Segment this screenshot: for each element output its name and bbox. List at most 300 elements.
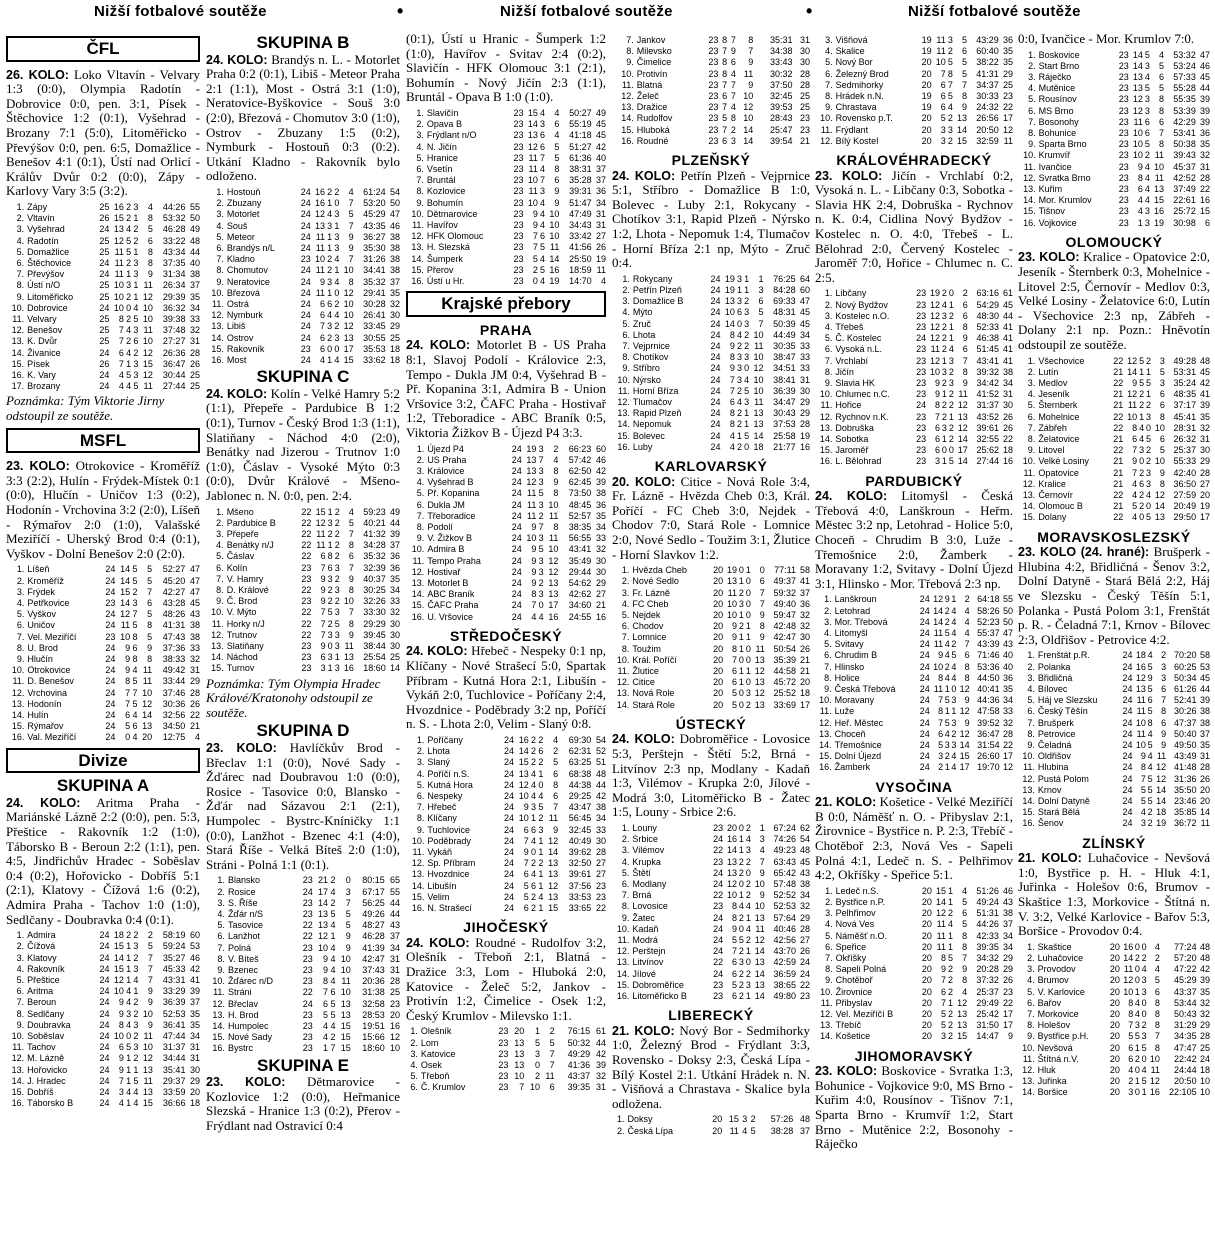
rank-cell: 6. <box>621 621 630 632</box>
rank-cell: 5. <box>825 57 833 68</box>
rank-cell: 6. <box>621 879 630 889</box>
stat-cell: 5 <box>961 68 967 79</box>
table-row <box>406 869 606 880</box>
stat-cell: 36:39 <box>162 997 186 1008</box>
stat-cell: 27 <box>595 589 606 600</box>
stat-cell: 11 <box>933 684 944 694</box>
table-row <box>406 254 606 265</box>
stat-cell: 1 <box>948 930 954 941</box>
rank-cell: 15. <box>411 600 425 611</box>
stat-cell: 23 <box>1118 206 1129 217</box>
rank-cell: 4. <box>824 321 833 332</box>
rank-cell: 13. <box>211 640 224 651</box>
stat-cell: 1 <box>327 540 333 551</box>
stat-cell: 5 <box>744 385 750 396</box>
rank-cell: 2. <box>216 198 224 209</box>
stat-cell: 24 <box>919 605 930 616</box>
rank-cell: 5. <box>216 551 224 562</box>
stat-cell: 43:41 <box>568 544 592 555</box>
table-row <box>612 666 810 677</box>
stat-cell: 2 <box>126 930 132 941</box>
team-cell: Dukla JM <box>427 499 465 510</box>
stat-cell: 22 <box>301 528 312 539</box>
stat-cell: 24 <box>710 408 721 419</box>
table-row <box>206 607 400 618</box>
stat-cell: 13 <box>726 867 737 878</box>
stat-cell: 19:51 <box>362 1020 385 1031</box>
stat-cell: 33 <box>595 533 606 544</box>
stat-cell: 15 <box>340 1043 351 1054</box>
stat-cell: 18 <box>389 354 400 365</box>
round-label: 26. KOLO: <box>6 67 69 82</box>
stat-cell: 0 <box>738 565 744 576</box>
round-label: 21. KOLO: <box>815 795 877 810</box>
stat-cell: 24 <box>713 923 724 934</box>
stat-cell: 2 <box>538 757 544 768</box>
stat-cell: 43:52 <box>976 411 1000 422</box>
stat-cell: 6 <box>540 231 546 242</box>
stat-cell: 14 <box>549 253 560 264</box>
stat-cell: 5 <box>962 896 968 907</box>
stat-cell: 11 <box>550 242 560 253</box>
stat-cell: 11 <box>114 246 124 257</box>
stat-cell: 24 <box>1122 751 1133 762</box>
team-cell: Doubravka <box>27 1019 71 1030</box>
team-cell: Velké Losiny <box>1038 456 1089 467</box>
stat-cell: 8 <box>1159 105 1165 116</box>
stat-cell: 31:37 <box>162 1042 186 1053</box>
stat-cell: 22 <box>302 987 313 998</box>
stat-cell: 21 <box>799 666 810 677</box>
team-cell: Vltavín <box>27 213 55 224</box>
stat-cell: 24 <box>919 616 930 627</box>
table-row <box>1018 434 1210 445</box>
round-results <box>6 796 200 927</box>
standings-table <box>1018 650 1210 829</box>
stat-cell: 36 <box>1002 672 1013 683</box>
rank-cell: 11. <box>617 666 630 677</box>
stat-cell: 9 <box>748 79 754 90</box>
stat-cell: 5 <box>126 235 132 246</box>
stat-cell: 5 <box>1159 366 1165 377</box>
table-row <box>1018 490 1210 501</box>
stat-cell: 30:98 <box>1173 217 1196 228</box>
stat-cell: 6 <box>1139 478 1145 489</box>
stat-cell: 31:29 <box>1174 1020 1197 1031</box>
rank-cell: 5. <box>1028 94 1036 105</box>
stat-cell: 11 <box>1136 706 1146 717</box>
rank-cell: 2. <box>1027 661 1035 672</box>
team-cell: Krumvíř <box>1038 150 1071 161</box>
stat-cell: 53:32 <box>162 213 186 224</box>
stat-cell: 13 <box>527 130 538 141</box>
stat-cell: 2 <box>745 856 751 867</box>
stat-cell: 23 <box>1118 184 1129 195</box>
stat-cell: 1 <box>538 903 544 914</box>
stat-cell: 12 <box>957 997 968 1008</box>
stat-cell: 16 <box>1002 456 1013 467</box>
table-row <box>6 654 200 665</box>
team-cell: Tišnov <box>1038 206 1065 217</box>
rank-cell: 16. <box>212 1043 225 1054</box>
stat-cell: 19 <box>724 284 735 295</box>
stat-cell: 49:26 <box>362 908 385 919</box>
stat-cell: 11 <box>315 231 326 242</box>
team-cell: Luby <box>632 441 653 452</box>
stat-cell: 37 <box>189 997 200 1008</box>
stat-cell: 4 <box>126 325 132 336</box>
stat-cell: 23 <box>513 152 524 163</box>
table-row <box>6 325 200 336</box>
rank-cell: 9. <box>1028 139 1036 150</box>
stat-cell: 4 <box>538 790 544 801</box>
table-row <box>1018 94 1210 105</box>
table-row <box>406 769 606 780</box>
rank-cell: 5. <box>217 920 225 931</box>
stat-cell: 16 <box>595 611 606 622</box>
table-row <box>6 643 200 654</box>
group-heading: SKUPINA D <box>256 721 350 741</box>
table-row <box>612 419 810 430</box>
stat-cell: 6 <box>554 119 560 130</box>
stat-cell: 4 <box>334 276 340 287</box>
team-cell: Nejdek <box>632 610 661 620</box>
stat-cell: 59:32 <box>773 587 797 598</box>
stat-cell: 69:30 <box>568 734 592 745</box>
rank-cell: 8. <box>621 901 630 912</box>
table-row <box>612 621 810 632</box>
stat-cell: 4 <box>540 163 546 174</box>
stat-cell: 3 <box>327 220 333 231</box>
stat-cell: 9 <box>348 242 354 253</box>
team-cell: Nýrsko <box>632 374 661 385</box>
team-cell: Rakovník <box>226 343 265 354</box>
stat-cell: 55 <box>1002 594 1013 605</box>
stat-cell: 4 <box>1132 478 1138 489</box>
rank-cell: 15. <box>1022 807 1035 818</box>
stat-cell: 4 <box>327 209 333 220</box>
results-text: (0:1), Ústí u Hranic - Šumperk 1:2 (1:0), Havířov - Svitav 2:4 (0:2), Slavičín - HFK Olomouc 3:1 (2:1), Bohumín - Nový Jičín 2:3 (1:1), Bruntál - Opava B 1:0 (1:0). <box>406 32 606 105</box>
stat-cell: 16 <box>343 663 354 674</box>
stat-cell: 32:26 <box>363 596 386 607</box>
stat-cell: 9 <box>1132 378 1138 388</box>
rank-cell: 2. <box>1027 366 1036 377</box>
stat-cell: 33 <box>1002 706 1013 717</box>
stat-cell: 20:49 <box>1173 501 1197 512</box>
stat-cell: 12 <box>1132 105 1143 116</box>
stat-cell: 25:50 <box>569 253 592 264</box>
stat-cell: 24 <box>105 586 116 597</box>
stat-cell: 35 <box>1002 684 1013 694</box>
stat-cell: 5 <box>948 456 954 467</box>
stat-cell: 15 <box>959 751 970 762</box>
stat-cell: 5 <box>534 1037 540 1048</box>
stat-cell: 4 <box>133 1098 139 1109</box>
stat-cell: 6 <box>1159 389 1165 400</box>
stat-cell: 1 <box>334 652 340 663</box>
stat-cell: 29 <box>1002 953 1013 963</box>
rank-cell: 5. <box>16 974 25 985</box>
team-cell: Nový Bydžov <box>835 299 888 310</box>
rank-cell: 9. <box>824 684 832 694</box>
stat-cell: 2 <box>538 813 544 824</box>
stat-cell: 58:19 <box>162 930 186 941</box>
rank-cell: 2. <box>1028 60 1036 71</box>
stat-cell: 6 <box>962 908 968 919</box>
stat-cell: 67:24 <box>773 822 797 833</box>
stat-cell: 24 <box>1122 706 1133 717</box>
stat-cell: 34 <box>389 584 400 595</box>
stat-cell: 6 <box>125 709 131 720</box>
team-cell: Rovensko p.T. <box>835 113 893 124</box>
team-cell: Rosice <box>227 886 256 897</box>
stat-cell: 15 <box>343 354 354 365</box>
table-row <box>815 886 1013 897</box>
rank-cell: 5. <box>410 1071 418 1082</box>
rank-cell: 14. <box>411 880 425 891</box>
stat-cell: 4 <box>540 208 546 219</box>
table-row <box>6 1042 200 1053</box>
stat-cell: 32 <box>1002 717 1013 728</box>
table-row <box>206 898 400 909</box>
stat-cell: 5 <box>540 242 546 253</box>
stat-cell: 4 <box>944 639 950 650</box>
stat-cell: 1 <box>126 1098 132 1109</box>
stat-cell: 2 <box>941 333 947 344</box>
table-row <box>406 791 606 802</box>
stat-cell: 9 <box>748 57 754 68</box>
stat-cell: 53:41 <box>1173 128 1196 139</box>
stat-cell: 4 <box>1132 490 1138 501</box>
stat-cell: 7 <box>1140 773 1146 784</box>
stat-cell: 24 <box>503 903 514 914</box>
stat-cell: 36:66 <box>162 1098 186 1109</box>
table-row <box>1018 987 1210 998</box>
rank-cell: 6. <box>416 790 425 801</box>
stat-cell: 13 <box>957 411 968 422</box>
stat-cell: 21 <box>799 654 810 665</box>
rank-cell: 13. <box>11 1064 25 1075</box>
stat-cell: 2 <box>962 288 968 299</box>
stat-cell: 13 <box>754 677 765 688</box>
stat-cell: 24 <box>1122 740 1133 751</box>
rank-cell: 12. <box>621 91 634 102</box>
stat-cell: 3 <box>737 363 743 374</box>
stat-cell: 3 <box>327 652 333 663</box>
table-row <box>815 751 1013 762</box>
rank-cell: 10. <box>11 665 25 676</box>
stat-cell: 11 <box>1200 818 1210 829</box>
stat-cell: 14 <box>933 616 944 627</box>
stat-cell: 1 <box>738 632 744 643</box>
rank-cell: 8. <box>825 964 833 975</box>
stat-cell: 23 <box>916 422 927 433</box>
rank-cell: 3. <box>16 952 25 963</box>
stat-cell: 50:43 <box>1174 1009 1197 1020</box>
team-cell: Ostrá <box>226 298 249 309</box>
team-cell: Bolevec <box>632 430 665 441</box>
stat-cell: 4 <box>538 611 544 622</box>
stat-cell: 74:26 <box>773 834 797 845</box>
stat-cell: 29 <box>595 578 606 588</box>
table-row <box>815 975 1013 986</box>
stat-cell: 27 <box>595 869 606 880</box>
table-row <box>815 300 1013 311</box>
team-cell: Chomutov <box>226 265 268 276</box>
stat-cell: 28 <box>799 68 810 79</box>
team-cell: Železný Brod <box>835 68 889 79</box>
team-cell: H. Slezská <box>426 242 470 253</box>
rank-cell: 12. <box>820 1009 833 1020</box>
stat-cell: 24 <box>503 813 514 824</box>
table-row <box>406 455 606 466</box>
table-row <box>6 620 200 631</box>
stat-cell: 16 <box>1135 661 1146 672</box>
rank-cell: 12. <box>211 629 224 640</box>
round-results <box>406 338 606 440</box>
rank-cell: 6. <box>217 931 225 942</box>
stat-cell: 11 <box>755 923 765 934</box>
table-row <box>815 897 1013 908</box>
stat-cell: 9 <box>731 621 737 632</box>
stat-cell: 3 <box>941 310 947 321</box>
rank-cell: 11. <box>412 847 425 857</box>
stat-cell: 0 <box>1141 941 1147 952</box>
stat-cell: 1 <box>126 1075 132 1086</box>
team-cell: Perštejn <box>632 946 666 957</box>
stat-cell: 43:47 <box>568 802 592 813</box>
rank-cell: 5. <box>416 152 424 163</box>
stat-cell: 50:54 <box>773 643 797 654</box>
stat-cell: 4 <box>951 672 957 683</box>
stat-cell: 24 <box>710 430 721 441</box>
stat-cell: 50 <box>389 198 400 209</box>
table-row <box>815 718 1013 729</box>
stat-cell: 6 <box>962 344 968 355</box>
stat-cell: 12 <box>743 102 754 113</box>
rank-cell: 10. <box>211 607 224 618</box>
team-cell: Poděbrady <box>427 835 471 846</box>
team-cell: Vykáň <box>427 847 453 857</box>
table-row <box>612 991 810 1002</box>
stat-cell: 37:56 <box>568 880 592 891</box>
stat-cell: 5 <box>126 246 132 257</box>
stat-cell: 29 <box>799 408 810 419</box>
stat-cell: 13 <box>957 1009 968 1020</box>
stat-cell: 9 <box>731 632 737 643</box>
stat-cell: 38 <box>389 254 400 265</box>
table-row <box>815 594 1013 605</box>
rank-cell: 13. <box>616 688 630 699</box>
stat-cell: 2 <box>737 385 743 396</box>
stat-cell: 52:23 <box>977 616 1000 627</box>
stat-cell: 5 <box>744 430 750 441</box>
stat-cell: 24 <box>105 575 116 586</box>
stat-cell: 24 <box>105 642 116 653</box>
rank-cell: 13. <box>411 242 424 253</box>
table-row <box>815 673 1013 684</box>
table-row <box>6 699 200 710</box>
stat-cell: 24 <box>919 650 930 661</box>
stat-cell: 31 <box>799 35 810 45</box>
stat-cell: 57:48 <box>773 879 797 889</box>
stat-cell: 3 <box>1159 378 1165 388</box>
stat-cell: 6 <box>1159 72 1165 82</box>
stat-cell: 5 <box>133 1075 139 1086</box>
rank-cell: 6. <box>1027 706 1035 717</box>
results-text: Otrokovice - Kroměříž 3:3 (2:2), Hulín - Frýdek-Místek 0:1 (0:0), Hlučín - Uničov 1:3 (0:2), Hodonín - Vrchovina 3:2 (2:0), Líšeň - Rýmařov 2:0 (1:0), Valašské Meziříčí - Uherský Brod 0:4 (0:1), Vyškov - Dolní Benešov 2:0 (2:0). <box>6 458 200 561</box>
stat-cell: 11 <box>114 257 124 268</box>
stat-cell: 33:45 <box>363 321 386 332</box>
stat-cell: 9 <box>759 890 765 901</box>
stat-cell: 2 <box>327 596 333 607</box>
team-cell: Provodov <box>1037 964 1076 975</box>
rank-cell: 6. <box>825 941 833 952</box>
stat-cell: 4 <box>964 605 970 616</box>
stat-cell: 57:33 <box>1173 72 1196 82</box>
stat-cell: 2 <box>737 419 743 430</box>
rank-cell: 13. <box>11 698 25 709</box>
table-row <box>6 564 200 575</box>
stat-cell: 8 <box>1154 1020 1160 1031</box>
stat-cell: 5 <box>948 953 954 963</box>
stat-cell: 32:58 <box>362 998 385 1009</box>
stat-cell: 18:60 <box>363 663 386 674</box>
stat-cell: 6 <box>531 824 537 835</box>
stat-cell: 9 <box>938 650 944 661</box>
stat-cell: 24 <box>916 400 927 411</box>
stat-cell: 23 <box>513 163 524 174</box>
stat-cell: 24 <box>511 533 522 544</box>
table-row <box>6 1065 200 1076</box>
stat-cell: 3 <box>1159 355 1165 366</box>
table-row <box>406 198 606 209</box>
stat-cell: 0 <box>334 198 340 209</box>
stat-cell: 6 <box>940 102 946 113</box>
table-row <box>612 890 810 901</box>
team-cell: Lanžhot <box>227 931 260 942</box>
stat-cell: 2 <box>534 1071 540 1082</box>
stat-cell: 10 <box>933 661 944 672</box>
stat-cell: 20 <box>1109 1020 1120 1031</box>
stat-cell: 10 <box>514 1071 525 1082</box>
stat-cell: 4 <box>964 616 970 627</box>
rank-cell: 3. <box>1027 378 1036 388</box>
stat-cell: 1 <box>948 299 954 310</box>
stat-cell: 1 <box>126 963 132 974</box>
rank-cell: 6. <box>416 499 425 510</box>
stat-cell: 36:47 <box>977 728 1000 739</box>
stat-cell: 24 <box>99 269 110 280</box>
stat-cell: 42:52 <box>1173 172 1196 183</box>
stat-cell: 29 <box>189 676 200 687</box>
stat-cell: 45 <box>1199 366 1210 377</box>
stat-cell: 8 <box>147 257 153 268</box>
stat-cell: 15 <box>113 213 124 224</box>
stat-cell: 1 <box>744 419 750 430</box>
stat-cell: 24 <box>511 521 522 532</box>
stat-cell: 49 <box>389 506 400 517</box>
stat-cell: 44 <box>1199 83 1210 94</box>
stat-cell: 1 <box>327 663 333 674</box>
rank-cell: 10. <box>819 389 833 400</box>
stat-cell: 21 <box>1113 467 1124 478</box>
round-label: 24. KOLO: <box>406 935 470 950</box>
stat-cell: 24 <box>300 220 311 231</box>
stat-cell: 3 <box>948 378 954 388</box>
region-heading: PRAHA <box>479 321 533 338</box>
stat-cell: 38 <box>799 879 810 889</box>
